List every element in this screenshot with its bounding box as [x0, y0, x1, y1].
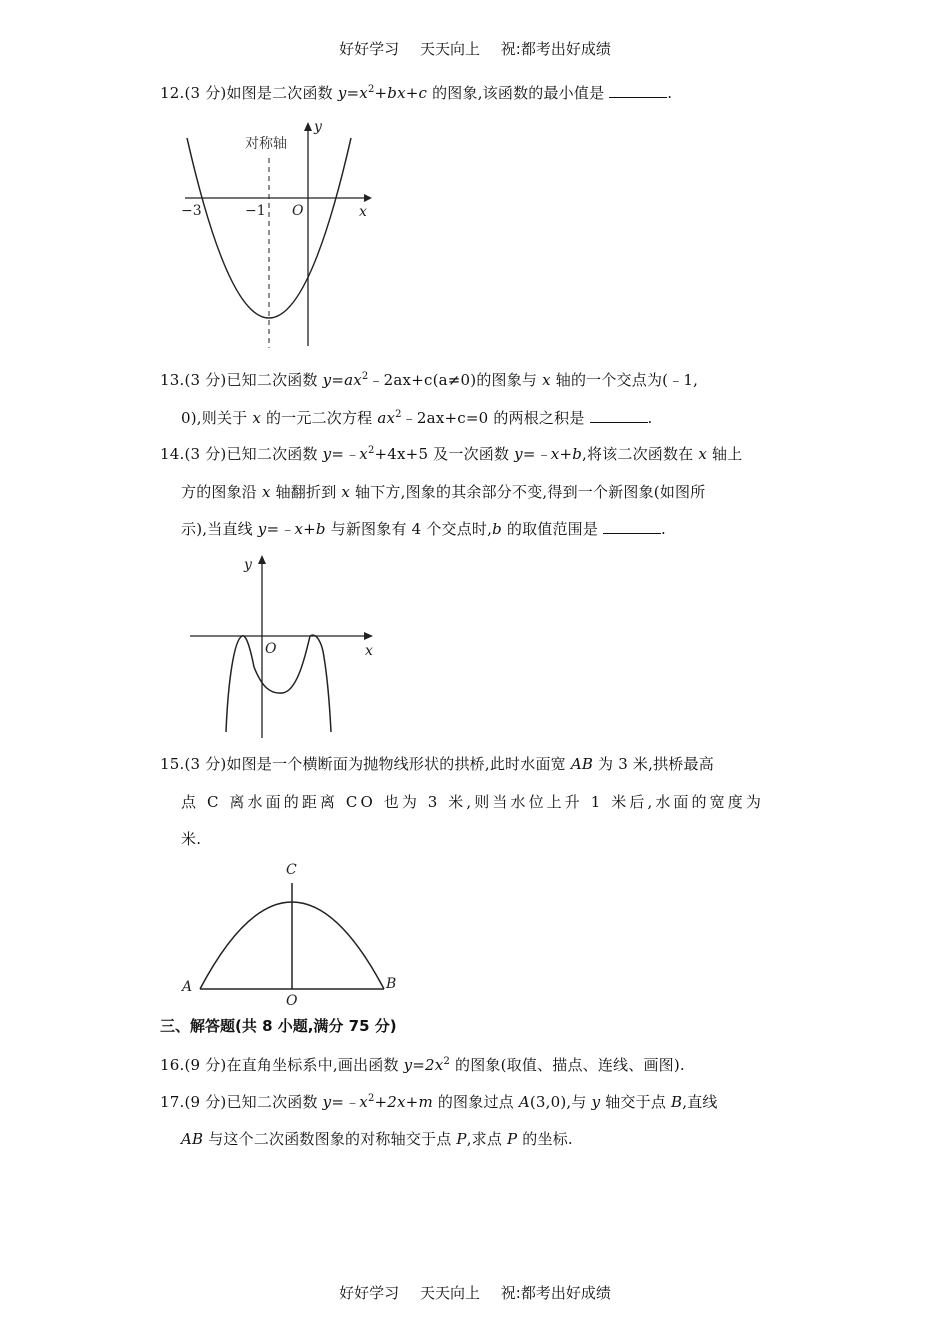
point-c-label: C [286, 862, 297, 878]
question-16: 16.(9 分)在直角坐标系中,画出函数 $y=2x^2$ 的图象(取值、描点、连线、画图). [160, 1056, 685, 1074]
section-3-heading: 三、解答题(共 8 小题,满分 75 分) [160, 1017, 397, 1035]
y-axis-label: y [314, 119, 322, 135]
origin-label: O [265, 641, 277, 657]
header-text-1: 好好学习 [339, 40, 400, 58]
question-14-line-2: 方的图象沿 x 轴翻折到 x 轴下方,图象的其余部分不变,得到一个新图象(如图所 [181, 483, 706, 501]
y-axis-label: y [244, 557, 252, 573]
question-13-line-1: 13.(3 分)已知二次函数 $y=ax^2﹣2ax+c(a\ne 0)$的图象与 x 轴的一个交点为(﹣1, [160, 371, 699, 389]
answer-blank-14[interactable] [603, 519, 661, 534]
q15-figure [178, 855, 403, 1009]
answer-blank-13[interactable] [590, 408, 648, 423]
footer-text-3: 祝:都考出好成绩 [500, 1284, 611, 1302]
q14-figure [188, 552, 388, 740]
header-text-2: 天天向上 [419, 40, 480, 58]
page-footer [0, 1282, 950, 1303]
symmetry-axis-label: 对称轴 [245, 136, 287, 152]
page-header [0, 38, 950, 59]
question-14-line-1: 14.(3 分)已知二次函数 $y=﹣x^2+4x+5$ 及一次函数 y=﹣x+b,将该二次函数在 x 轴上 [160, 445, 743, 463]
footer-text-2: 天天向上 [419, 1284, 480, 1302]
q12-figure [175, 118, 380, 348]
question-15-line-3: 米. [181, 830, 202, 848]
question-14-line-3: 示),当直线 y=﹣x+b 与新图象有 4 个交点时,b 的取值范围是 . [181, 520, 667, 538]
x-axis-label: x [365, 643, 373, 659]
point-o-label: O [286, 993, 298, 1009]
question-17-line-2: AB 与这个二次函数图象的对称轴交于点 P,求点 P 的坐标. [181, 1130, 573, 1148]
tick-label-neg3: −3 [181, 203, 202, 219]
header-text-3: 祝:都考出好成绩 [500, 40, 611, 58]
point-b-label: B [386, 976, 397, 992]
tick-label-neg1: −1 [245, 203, 266, 219]
question-13-line-2: 0),则关于 x 的一元二次方程 $ax^2﹣2ax+c=0$ 的两根之积是 . [181, 409, 653, 427]
origin-label: O [292, 203, 304, 219]
answer-blank-12[interactable] [609, 83, 667, 98]
question-15-line-1: 15.(3 分)如图是一个横断面为抛物线形状的拱桥,此时水面宽 AB 为 3 米,拱桥最高 [160, 755, 714, 773]
question-17-line-1: 17.(9 分)已知二次函数 $y=﹣x^2+2x+m$ 的图象过点 A(3,0),与 y 轴交于点 B,直线 [160, 1093, 718, 1111]
footer-text-1: 好好学习 [339, 1284, 400, 1302]
question-12: 12.(3 分)如图是二次函数 $y=x^2+bx+c$ 的图象,该函数的最小值是 . [160, 84, 673, 102]
question-15-line-2: 点 C 离水面的距离 CO 也为 3 米,则当水位上升 1 米后,水面的宽度为 [181, 793, 764, 811]
x-axis-label: x [359, 204, 367, 220]
point-a-label: A [182, 979, 193, 995]
